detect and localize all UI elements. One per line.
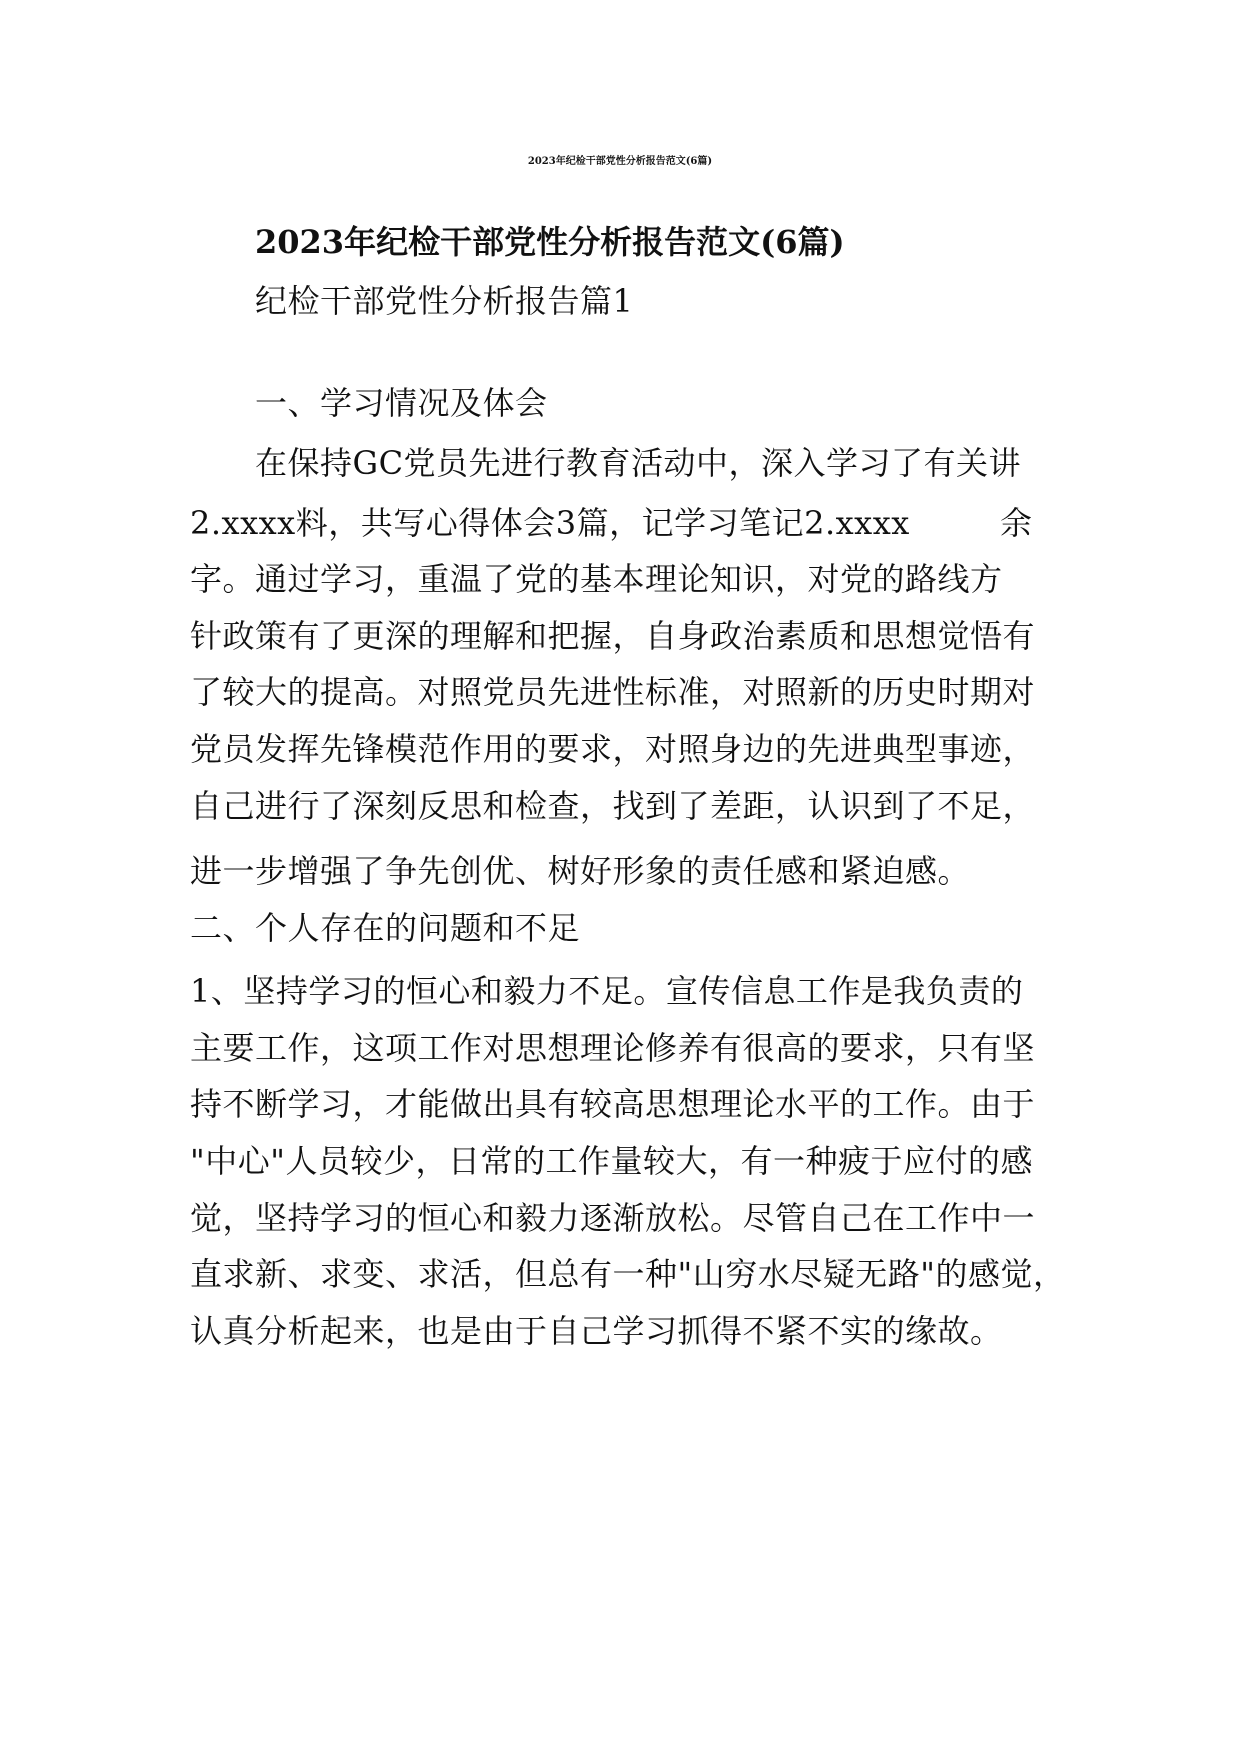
paragraph-line: 觉，坚持学习的恒心和毅力逐渐放松。尽管自己在工作中一: [190, 1199, 1036, 1237]
paragraph-line: 自己进行了深刻反思和检查，找到了差距，认识到了不足，: [190, 787, 1036, 825]
document-subtitle: 2023年纪检干部党性分析报告范文(6篇): [255, 223, 845, 261]
paragraph-line: "中心"人员较少，日常的工作量较大，有一种疲于应付的感: [190, 1142, 1033, 1180]
paragraph-line: 一、学习情况及体会: [255, 384, 548, 422]
paragraph-line: 1、坚持学习的恒心和毅力不足。宣传信息工作是我负责的: [190, 972, 1024, 1010]
paragraph-line: 主要工作，这项工作对思想理论修养有很高的要求，只有坚: [190, 1029, 1036, 1067]
paragraph-line: 进一步增强了争先创优、树好形象的责任感和紧迫感。: [190, 852, 971, 890]
paragraph-line: 字。通过学习，重温了党的基本理论知识，对党的路线方: [190, 560, 1003, 598]
paragraph-line: 持不断学习，才能做出具有较高思想理论水平的工作。由于: [190, 1085, 1036, 1123]
section-heading: 纪检干部党性分析报告篇1: [255, 282, 634, 320]
paragraph-line: 二、个人存在的问题和不足: [190, 909, 581, 947]
paragraph-line: 余: [1000, 504, 1033, 542]
paragraph-line: 在保持GC党员先进行教育活动中，深入学习了有关讲: [255, 444, 1022, 482]
paragraph-line: 认真分析起来，也是由于自己学习抓得不紧不实的缘故。: [190, 1312, 1003, 1350]
paragraph-line: 针政策有了更深的理解和把握，自身政治素质和思想觉悟有: [190, 617, 1036, 655]
paragraph-line: 直求新、求变、求活，但总有一种"山穷水尽疑无路"的感觉，: [190, 1255, 1066, 1293]
paragraph-line: 党员发挥先锋模范作用的要求，对照身边的先进典型事迹，: [190, 730, 1036, 768]
paragraph-line: 2.xxxx料，共写心得体会3篇，记学习笔记2.xxxx: [190, 504, 910, 542]
document-title: 2023年纪检干部党性分析报告范文(6篇): [527, 156, 713, 167]
paragraph-line: 了较大的提高。对照党员先进性标准，对照新的历史时期对: [190, 673, 1036, 711]
